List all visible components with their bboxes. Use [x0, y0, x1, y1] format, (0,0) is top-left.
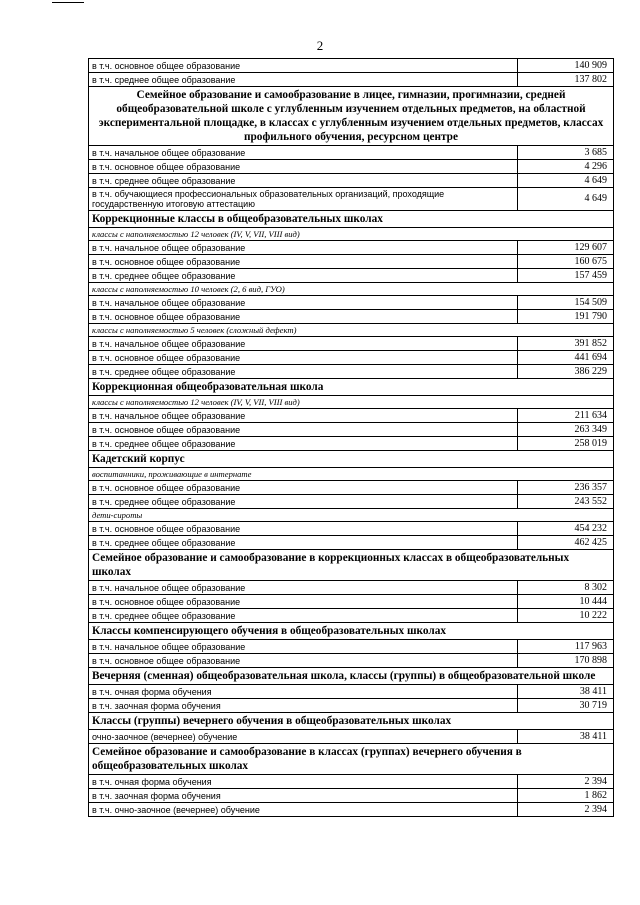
row-value: 160 675 [518, 255, 614, 269]
row-label: в т.ч. основное общее образование [89, 59, 518, 73]
row-label: в т.ч. основное общее образование [89, 423, 518, 437]
table-row [89, 789, 614, 803]
row-label: в т.ч. начальное общее образование [89, 296, 518, 310]
row-value: 243 552 [518, 495, 614, 509]
subsection-row [89, 283, 614, 296]
row-value: 391 852 [518, 337, 614, 351]
row-value: 441 694 [518, 351, 614, 365]
section-header-row [89, 744, 614, 775]
subsection-label: классы с наполняемостью 5 человек (сложный дефект) [89, 324, 614, 337]
row-label: в т.ч. основное общее образование [89, 351, 518, 365]
row-label: в т.ч. основное общее образование [89, 255, 518, 269]
row-value: 4 649 [518, 188, 614, 211]
section-header-row [89, 211, 614, 228]
row-label: в т.ч. среднее общее образование [89, 269, 518, 283]
row-label: в т.ч. очно-заочное (вечернее) обучение [89, 803, 518, 817]
section-header-row [89, 379, 614, 396]
row-label: в т.ч. основное общее образование [89, 481, 518, 495]
row-value: 4 296 [518, 160, 614, 174]
table-row [89, 595, 614, 609]
section-header-row [89, 623, 614, 640]
row-value: 137 802 [518, 73, 614, 87]
row-label: в т.ч. заочная форма обучения [89, 699, 518, 713]
row-value: 236 357 [518, 481, 614, 495]
row-label: в т.ч. начальное общее образование [89, 337, 518, 351]
table-row [89, 437, 614, 451]
row-value: 386 229 [518, 365, 614, 379]
row-value: 154 509 [518, 296, 614, 310]
section-header-row [89, 550, 614, 581]
table-row [89, 609, 614, 623]
row-label: в т.ч. начальное общее образование [89, 146, 518, 160]
table-row [89, 337, 614, 351]
row-value: 129 607 [518, 241, 614, 255]
section-header: Семейное образование и самообразование в классах (группах) вечернего обучения в общеобразовательных школах [89, 744, 614, 775]
subsection-label: классы с наполняемостью 12 человек (IV, V, VII, VIII вид) [89, 228, 614, 241]
row-value: 3 685 [518, 146, 614, 160]
subsection-row [89, 228, 614, 241]
row-value: 30 719 [518, 699, 614, 713]
section-header: Коррекционная общеобразовательная школа [89, 379, 614, 396]
row-label: в т.ч. среднее общее образование [89, 609, 518, 623]
row-label: в т.ч. среднее общее образование [89, 174, 518, 188]
subsection-row [89, 324, 614, 337]
table-row [89, 481, 614, 495]
table-row [89, 310, 614, 324]
section-header: Классы (группы) вечернего обучения в общеобразовательных школах [89, 713, 614, 730]
table-row [89, 174, 614, 188]
row-label: в т.ч. основное общее образование [89, 310, 518, 324]
row-value: 157 459 [518, 269, 614, 283]
row-label: в т.ч. среднее общее образование [89, 73, 518, 87]
subsection-row [89, 509, 614, 522]
row-label: в т.ч. очная форма обучения [89, 685, 518, 699]
row-value: 4 649 [518, 174, 614, 188]
corner-mark [52, 2, 84, 3]
table-row [89, 351, 614, 365]
row-label: в т.ч. среднее общее образование [89, 536, 518, 550]
table-row [89, 775, 614, 789]
row-label: очно-заочное (вечернее) обучение [89, 730, 518, 744]
row-label: в т.ч. начальное общее образование [89, 409, 518, 423]
table-row [89, 730, 614, 744]
section-header-row [89, 87, 614, 146]
section-header: Семейное образование и самообразование в коррекционных классах в общеобразовательных школах [89, 550, 614, 581]
row-value: 211 634 [518, 409, 614, 423]
table-row [89, 188, 614, 211]
table-row [89, 296, 614, 310]
table-row [89, 581, 614, 595]
section-header-row [89, 713, 614, 730]
tariff-table [88, 58, 614, 817]
row-value: 10 444 [518, 595, 614, 609]
subsection-row [89, 396, 614, 409]
row-value: 8 302 [518, 581, 614, 595]
row-label: в т.ч. основное общее образование [89, 654, 518, 668]
subsection-label: дети-сироты [89, 509, 614, 522]
table-row [89, 409, 614, 423]
table-row [89, 59, 614, 73]
subsection-row [89, 468, 614, 481]
row-value: 462 425 [518, 536, 614, 550]
section-header: Классы компенсирующего обучения в общеобразовательных школах [89, 623, 614, 640]
row-value: 454 232 [518, 522, 614, 536]
table-row [89, 654, 614, 668]
row-value: 140 909 [518, 59, 614, 73]
row-value: 1 862 [518, 789, 614, 803]
table-row [89, 685, 614, 699]
section-header: Вечерняя (сменная) общеобразовательная школа, классы (группы) в общеобразовательной школе [89, 668, 614, 685]
section-header: Коррекционные классы в общеобразовательных школах [89, 211, 614, 228]
table-row [89, 73, 614, 87]
table-row [89, 699, 614, 713]
row-label: в т.ч. обучающиеся профессиональных образовательных организаций, проходящие государственную итоговую аттестацию [89, 188, 518, 211]
row-value: 263 349 [518, 423, 614, 437]
subsection-label: воспитанники, проживающие в интернате [89, 468, 614, 481]
subsection-label: классы с наполняемостью 10 человек (2, 6 вид, ГУО) [89, 283, 614, 296]
table-row [89, 269, 614, 283]
row-label: в т.ч. основное общее образование [89, 522, 518, 536]
table-row [89, 146, 614, 160]
row-label: в т.ч. очная форма обучения [89, 775, 518, 789]
row-value: 2 394 [518, 775, 614, 789]
section-header-row [89, 451, 614, 468]
row-label: в т.ч. заочная форма обучения [89, 789, 518, 803]
row-label: в т.ч. начальное общее образование [89, 241, 518, 255]
row-value: 2 394 [518, 803, 614, 817]
row-value: 191 790 [518, 310, 614, 324]
row-label: в т.ч. начальное общее образование [89, 640, 518, 654]
row-value: 38 411 [518, 730, 614, 744]
row-label: в т.ч. среднее общее образование [89, 437, 518, 451]
table-row [89, 803, 614, 817]
row-label: в т.ч. начальное общее образование [89, 581, 518, 595]
row-value: 10 222 [518, 609, 614, 623]
row-value: 258 019 [518, 437, 614, 451]
row-label: в т.ч. среднее общее образование [89, 495, 518, 509]
row-value: 38 411 [518, 685, 614, 699]
section-header: Семейное образование и самообразование в лицее, гимназии, прогимназии, средней общеобразовательной школе с углубленным изучением отдельных предметов, на областной экспериментальной площадке, в классах с углубленным изучением отдельных предметов, классах профильного обучения, ресурсном центре [89, 87, 614, 146]
row-value: 170 898 [518, 654, 614, 668]
table-row [89, 536, 614, 550]
table-row [89, 522, 614, 536]
row-label: в т.ч. основное общее образование [89, 595, 518, 609]
table-row [89, 640, 614, 654]
table-row [89, 365, 614, 379]
section-header-row [89, 668, 614, 685]
table-row [89, 255, 614, 269]
row-label: в т.ч. среднее общее образование [89, 365, 518, 379]
subsection-label: классы с наполняемостью 12 человек (IV, V, VII, VIII вид) [89, 396, 614, 409]
page-number: 2 [316, 38, 324, 53]
row-value: 117 963 [518, 640, 614, 654]
row-label: в т.ч. основное общее образование [89, 160, 518, 174]
table-row [89, 160, 614, 174]
table-row [89, 241, 614, 255]
table-row [89, 423, 614, 437]
section-header: Кадетский корпус [89, 451, 614, 468]
table-row [89, 495, 614, 509]
